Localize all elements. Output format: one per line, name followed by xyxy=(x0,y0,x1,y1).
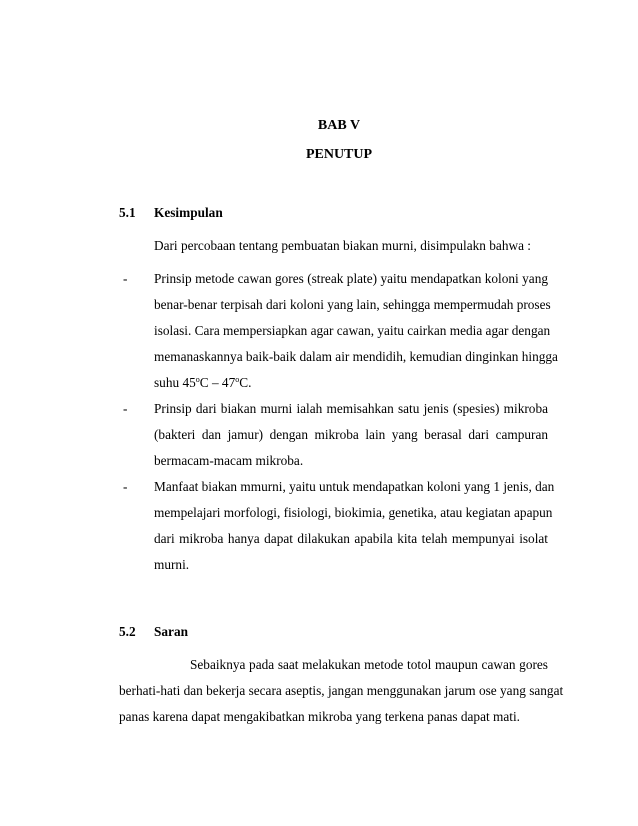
temperature-prefix: suhu 45 xyxy=(154,375,196,390)
paragraph-line: panas karena dapat mengakibatkan mikroba yang terkena panas dapat mati. xyxy=(119,709,520,724)
temperature-suffix: C. xyxy=(239,375,252,390)
bullet-line: memanaskannya baik-baik dalam air mendidih, kemudian dinginkan hingga xyxy=(154,349,558,364)
bullet-dash: - xyxy=(123,479,128,494)
temperature-mid: C – 47 xyxy=(199,375,236,390)
bullet-dash: - xyxy=(123,271,128,286)
chapter-label: BAB V xyxy=(317,118,361,133)
bullet-line: Manfaat biakan mmurni, yaitu untuk mendapatkan koloni yang 1 jenis, dan xyxy=(154,479,555,494)
bullet-line: (bakteri dan jamur) dengan mikroba lain yang berasal dari campuran xyxy=(154,427,548,442)
section-intro: Dari percobaan tentang pembuatan biakan murni, disimpulakn bahwa : xyxy=(154,238,531,253)
chapter-title: PENUTUP xyxy=(305,147,373,162)
bullet-line: isolasi. Cara mempersiapkan agar cawan, yaitu cairkan media agar dengan xyxy=(154,323,551,338)
paragraph-line: Sebaiknya pada saat melakukan metode totol maupun cawan gores xyxy=(190,657,548,672)
bullet-line-temperature xyxy=(154,375,251,391)
paragraph-line: berhati-hati dan bekerja secara aseptis, jangan menggunakan jarum ose yang sangat xyxy=(119,683,564,698)
bullet-line: dari mikroba hanya dapat dilakukan apabila kita telah mempunyai isolat xyxy=(154,531,548,546)
section-title: Kesimpulan xyxy=(154,205,223,220)
bullet-line: Prinsip dari biakan murni ialah memisahkan satu jenis (spesies) mikroba xyxy=(154,401,548,416)
bullet-line: bermacam-macam mikroba. xyxy=(154,453,304,468)
bullet-line: benar-benar terpisah dari koloni yang lain, sehingga mempermudah proses xyxy=(154,297,551,312)
bullet-dash: - xyxy=(123,401,128,416)
section-title: Saran xyxy=(154,624,188,639)
degree-symbol: o xyxy=(195,375,200,384)
section-number: 5.2 xyxy=(119,624,136,639)
bullet-line: mempelajari morfologi, fisiologi, biokimia, genetika, atau kegiatan apapun xyxy=(154,505,553,520)
bullet-line: murni. xyxy=(154,557,190,572)
bullet-line: Prinsip metode cawan gores (streak plate) yaitu mendapatkan koloni yang xyxy=(154,271,548,286)
degree-symbol: o xyxy=(235,375,240,384)
section-number: 5.1 xyxy=(119,205,136,220)
